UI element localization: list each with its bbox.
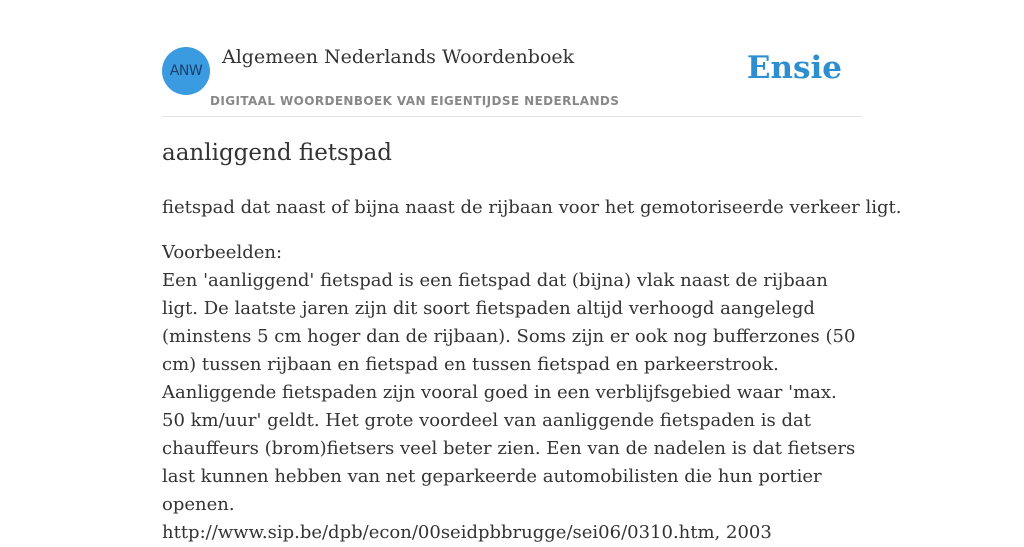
entry-title: aanliggend fietspad [162,140,393,166]
site-title[interactable]: Algemeen Nederlands Woordenboek [222,46,575,68]
page-container [162,0,902,543]
examples-section [162,239,862,547]
logo-text: ANW [169,63,203,79]
ensie-brand-link[interactable]: Ensie [746,50,842,86]
example-text: Een 'aanliggend' fietspad is een fietspad dat (bijna) vlak naast de rijbaan ligt. De laatste jaren zijn dit soort fietspaden altijd verhoogd aangelegd (minstens 5 cm hoger dan de rijbaan). Soms zijn er ook nog bufferzones (50 cm) tussen rijbaan en fietspad en tussen fietspad en parkeerstrook. Aanliggende fietspaden zijn vooral goed in een verblijfsgebied waar 'max. 50 km/uur' geldt. Het grote voordeel van aanliggende fietspaden is dat chauffeurs (brom)fietsers veel beter zien. Een van de nadelen is dat fietsers last kunnen hebben van net geparkeerde automobilisten die hun portier openen. [162,270,856,515]
examples-label: Voorbeelden: [162,242,283,263]
entry-definition: fietspad dat naast of bijna naast de rijbaan voor het gemotoriseerde verkeer ligt. [162,197,902,218]
example-source: http://www.sip.be/dpb/econ/00seidpbbrugge/sei06/0310.htm, 2003 [162,522,772,543]
site-header [162,0,862,117]
anw-logo[interactable] [162,47,210,95]
site-subtitle: DIGITAAL WOORDENBOEK VAN EIGENTIJDSE NEDERLANDS [210,94,620,108]
